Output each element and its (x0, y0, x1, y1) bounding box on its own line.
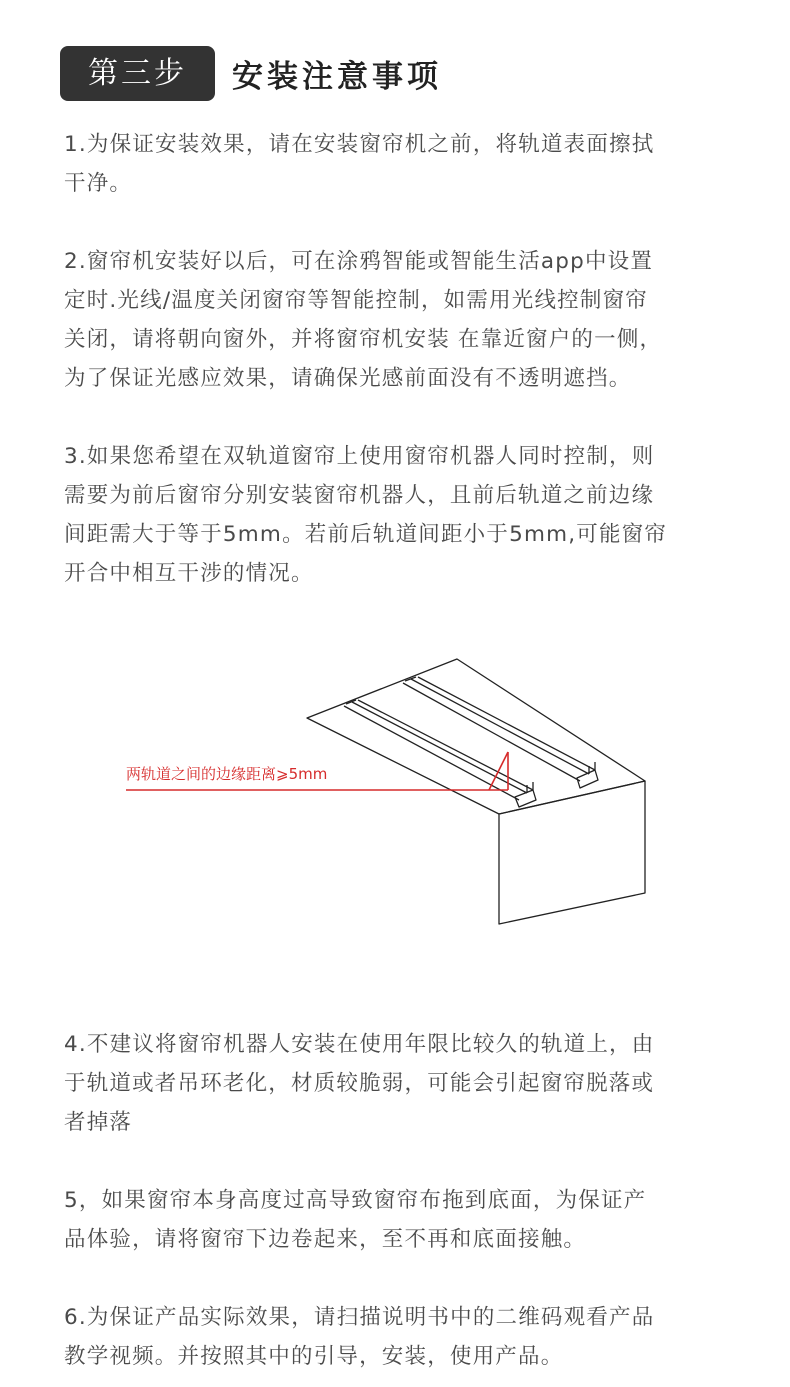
note-line: 于轨道或者吊环老化，材质较脆弱，可能会引起窗帘脱落或 (64, 1071, 655, 1096)
edge-distance-label: 两轨道之间的边缘距离⩾5mm (126, 765, 328, 783)
note-line: 为了保证光感应效果，请确保光感前面没有不透明遮挡。 (64, 366, 632, 391)
note-line: 干净。 (64, 171, 133, 196)
note-line: 品体验，请将窗帘下边卷起来，至不再和底面接触。 (64, 1227, 587, 1252)
note-line: 1.为保证安装效果，请在安装窗帘机之前，将轨道表面擦拭 (64, 132, 655, 157)
note-line: 教学视频。并按照其中的引导，安装，使用产品。 (64, 1344, 564, 1369)
note-line: 3.如果您希望在双轨道窗帘上使用窗帘机器人同时控制，则 (64, 444, 655, 469)
dual-track-diagram (0, 640, 790, 940)
note-line: 者掉落 (64, 1110, 133, 1135)
note-line: 5，如果窗帘本身高度过高导致窗帘布拖到底面，为保证产 (64, 1188, 647, 1213)
step-badge: 第三步 (60, 46, 215, 101)
note-line: 开合中相互干涉的情况。 (64, 561, 314, 586)
note-line: 需要为前后窗帘分别安装窗帘机器人，且前后轨道之前边缘 (64, 483, 655, 508)
note-paragraph-3 (64, 437, 734, 593)
note-line: 6.为保证产品实际效果，请扫描说明书中的二维码观看产品 (64, 1305, 655, 1330)
note-line: 关闭，请将朝向窗外，并将窗帘机安装 在靠近窗户的一侧， (64, 327, 663, 352)
note-paragraph-5 (64, 1181, 734, 1259)
note-paragraph-4 (64, 1025, 734, 1142)
note-line: 4.不建议将窗帘机器人安装在使用年限比较久的轨道上，由 (64, 1032, 655, 1057)
note-paragraph-2 (64, 242, 734, 398)
rear-track (403, 677, 598, 788)
note-paragraph-1 (64, 125, 734, 203)
ceiling-front-face (499, 781, 645, 924)
note-line: 2.窗帘机安装好以后，可在涂鸦智能或智能生活app中设置 (64, 249, 654, 274)
section-title: 安装注意事项 (232, 59, 442, 95)
note-line: 定时.光线/温度关闭窗帘等智能控制，如需用光线控制窗帘 (64, 288, 648, 313)
note-line: 间距需大于等于5mm。若前后轨道间距小于5mm,可能窗帘 (64, 522, 668, 547)
note-paragraph-6 (64, 1298, 734, 1376)
